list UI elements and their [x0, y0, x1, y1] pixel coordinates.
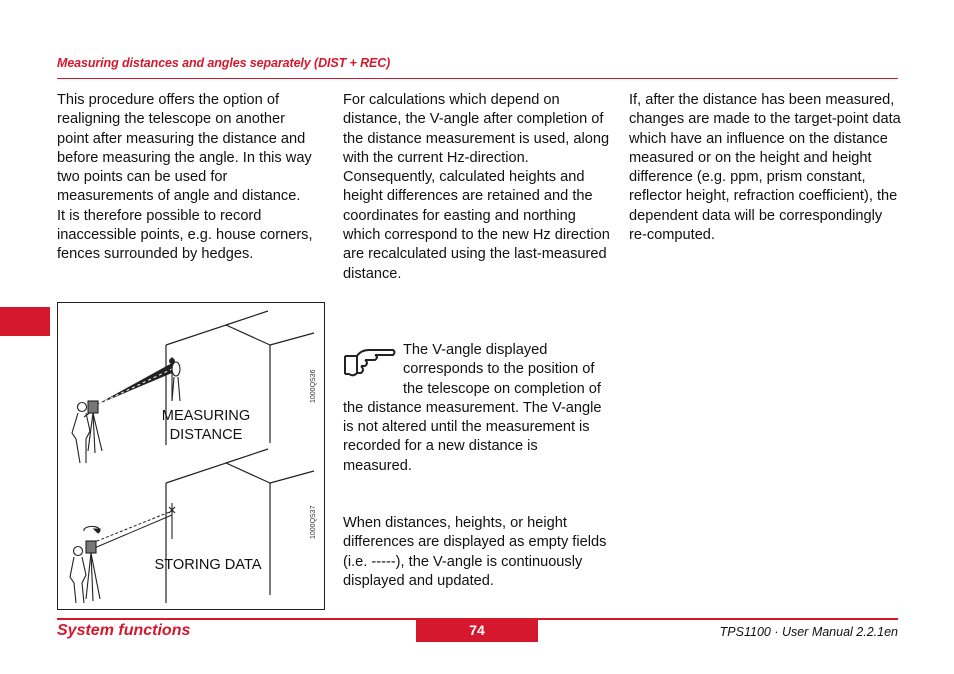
footer-section-title: System functions — [57, 622, 191, 639]
pointing-hand-icon — [343, 346, 397, 380]
procedure-illustration — [57, 302, 325, 610]
chapter-side-tab — [0, 307, 50, 336]
inaccessible-points-paragraph: It is therefore possible to record inaccessible points, e.g. house corners, fences surrounded by hedges. — [57, 207, 313, 263]
figure-code-top: 1000QS36 — [310, 369, 317, 403]
v-angle-note-text: The V-angle displayed corresponds to the position of the telescope on completion of the distance measurement. The V-angle is not altered until the measurement is recorded for a new distance is measured. — [343, 342, 602, 474]
intro-paragraph: This procedure offers the option of realigning the telescope on another point after measuring the distance and before measuring the angle. In this way two points can be used for measurements of angle and distance. — [57, 92, 312, 205]
reflector-pole-bottom-icon — [169, 503, 175, 539]
surveyor-bottom-icon — [70, 541, 100, 603]
measuring-label-line2: DISTANCE — [169, 427, 243, 443]
storing-beam-icon — [92, 511, 172, 549]
house-bottom-icon — [166, 449, 314, 603]
text-column-middle — [343, 91, 611, 284]
note-box — [343, 341, 609, 476]
figure-code-bottom: 1000QS37 — [310, 505, 317, 539]
footer-manual-name: TPS1100 · User Manual 2.2.1en — [719, 625, 898, 639]
reflector-pole-top-icon — [170, 357, 180, 401]
text-column-left — [57, 91, 319, 265]
page-number: 74 — [416, 620, 538, 642]
text-column-right — [629, 91, 901, 245]
rotation-arrow-icon — [84, 526, 100, 533]
measuring-label-line1: MEASURING — [161, 408, 251, 424]
storing-data-label: STORING DATA — [154, 557, 262, 573]
calculation-paragraph: For calculations which depend on distance, the V-angle after completion of the distance measurement is used, along with the current Hz-direction. Consequently, calculated heights and height differences are retained and the coordinates for easting and northing which correspond to the new Hz direction are recalculated using the last-measured distance. — [343, 92, 610, 282]
measuring-distance-label — [150, 407, 262, 445]
surveyor-top-icon — [72, 401, 102, 463]
empty-fields-paragraph: When distances, heights, or height differences are displayed as empty fields (i.e. -----), the V-angle is continuously displayed and updated. — [343, 515, 607, 589]
section-header-title: Measuring distances and angles separately (DIST + REC) — [57, 56, 391, 70]
measuring-beam-icon — [94, 363, 172, 406]
recompute-paragraph: If, after the distance has been measured, changes are made to the target-point data which have an influence on the distance measured or on the height and height difference (e.g. ppm, prism constant, reflector height, refraction coefficient), the dependent data will be correspondingly re-computed. — [629, 92, 901, 244]
header-divider — [57, 78, 898, 79]
